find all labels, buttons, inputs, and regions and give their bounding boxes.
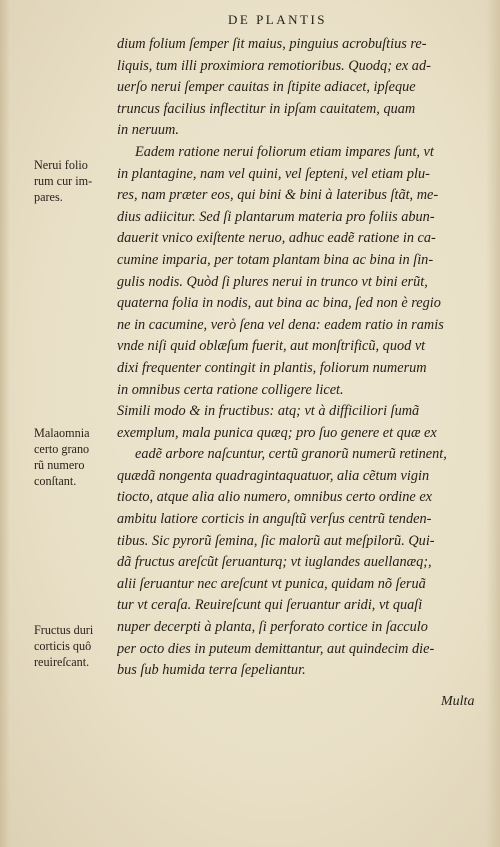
catchword: Multa: [441, 694, 475, 709]
text-line: cumine imparia, per totam plantam bina ac bina in ſin-: [117, 251, 434, 268]
page-edge-shadow: [486, 0, 500, 847]
text-line: nuper decerpti à planta, ſi perforato cortice in ſacculo: [117, 619, 428, 636]
margin-note-line: Fructus duri: [34, 623, 94, 637]
text-line: in neruum.: [117, 122, 179, 139]
text-line: in plantagine, nam vel quini, vel ſepteni, vel etiam plu-: [117, 165, 430, 182]
text-line: [117, 682, 482, 704]
text-line: dauerit vnico exiſtente neruo, adhuc eadẽ ratione in ca-: [117, 230, 436, 247]
text-line: gulis nodis. Quòd ſi plures nerui in trunco vt bini erũt,: [117, 273, 428, 290]
text-line: ne in cacumine, verò ſena vel dena: eadem ratio in ramis: [117, 316, 444, 333]
text-line: ambitu latiore corticis in anguſtũ verſus centrũ tenden-: [117, 511, 432, 528]
text-line: liquis, tum illi proximiora remotioribus. Quodq; ex ad-: [117, 57, 431, 74]
text-line: dã fructus areſcũt ſeruanturq; vt iuglandes auellanæq;,: [117, 554, 432, 571]
margin-note-line: Nerui folio: [34, 158, 88, 172]
text-line: eadẽ arbore naſcuntur, certũ granorũ numerũ retinent,: [135, 446, 447, 463]
margin-note-nervi: [34, 157, 114, 205]
text-line: per octo dies in puteum demittantur, aut quindecim die-: [117, 640, 435, 657]
text-line: exemplum, mala punica quæq; pro ſuo genere et quæ ex: [117, 424, 437, 441]
text-line: Eadem ratione nerui foliorum etiam impares ſunt, vt: [135, 143, 434, 160]
text-line: uerſo nerui ſemper cauitas in ſtipite adiacet, ipſeque: [117, 79, 416, 96]
text-line: tur vt ceraſa. Reuireſcunt qui ſeruantur aridi, vt quaſi: [117, 597, 423, 614]
margin-note-line: rũ numero: [34, 458, 85, 472]
text-line: vnde niſi quid oblæſum fuerit, aut monſtrificũ, quod vt: [117, 338, 426, 355]
text-line: in omnibus certa ratione colligere licet.: [117, 381, 344, 398]
text-line: Simili modo & in fructibus: atq; vt à difficiliori ſumã: [117, 403, 420, 420]
main-text-block: [117, 34, 482, 703]
text-line: dius adiicitur. Sed ſi plantarum materia pro foliis abun-: [117, 208, 435, 225]
margin-note-line: reuireſcant.: [34, 655, 90, 669]
text-line: truncus facilius inflectitur in ipſam cauitatem, quam: [117, 100, 416, 117]
text-line: quædã nongenta quadragintaquatuor, alia cẽtum vigin: [117, 467, 430, 484]
text-line: res, nam præter eos, qui bini & bini à lateribus ſtãt, me-: [117, 187, 439, 204]
margin-note-line: rum cur im-: [34, 174, 93, 188]
text-line: bus ſub humida terra ſepeliantur.: [117, 662, 306, 679]
margin-note-line: certo grano: [34, 442, 90, 456]
text-line: alii ſeruantur nec areſcunt vt punica, quidam nõ ſeruã: [117, 575, 426, 592]
margin-note-line: conſtant.: [34, 474, 77, 488]
page-gutter-shadow: [0, 0, 10, 847]
text-line: quaterna folia in nodis, aut bina ac bina, ſed non è regio: [117, 295, 441, 312]
text-line: dium folium ſemper ſit maius, pinguius acrobuſtius re-: [117, 36, 427, 52]
margin-note-fructus: [34, 622, 114, 670]
text-line: tiocto, atque alia alio numero, omnibus certo ordine ex: [117, 489, 433, 506]
margin-note-line: pares.: [34, 190, 63, 204]
text-line: dixi frequenter contingit in plantis, foliorum numerum: [117, 359, 427, 376]
margin-note-malaomnia: [34, 425, 114, 489]
margin-note-line: Malaomnia: [34, 426, 90, 440]
margin-note-line: corticis quô: [34, 639, 92, 653]
running-head: DE PLANTIS: [228, 12, 328, 27]
text-line: tibus. Sic pyrorũ ſemina, ſic malorũ aut meſpilorũ. Qui-: [117, 532, 435, 549]
